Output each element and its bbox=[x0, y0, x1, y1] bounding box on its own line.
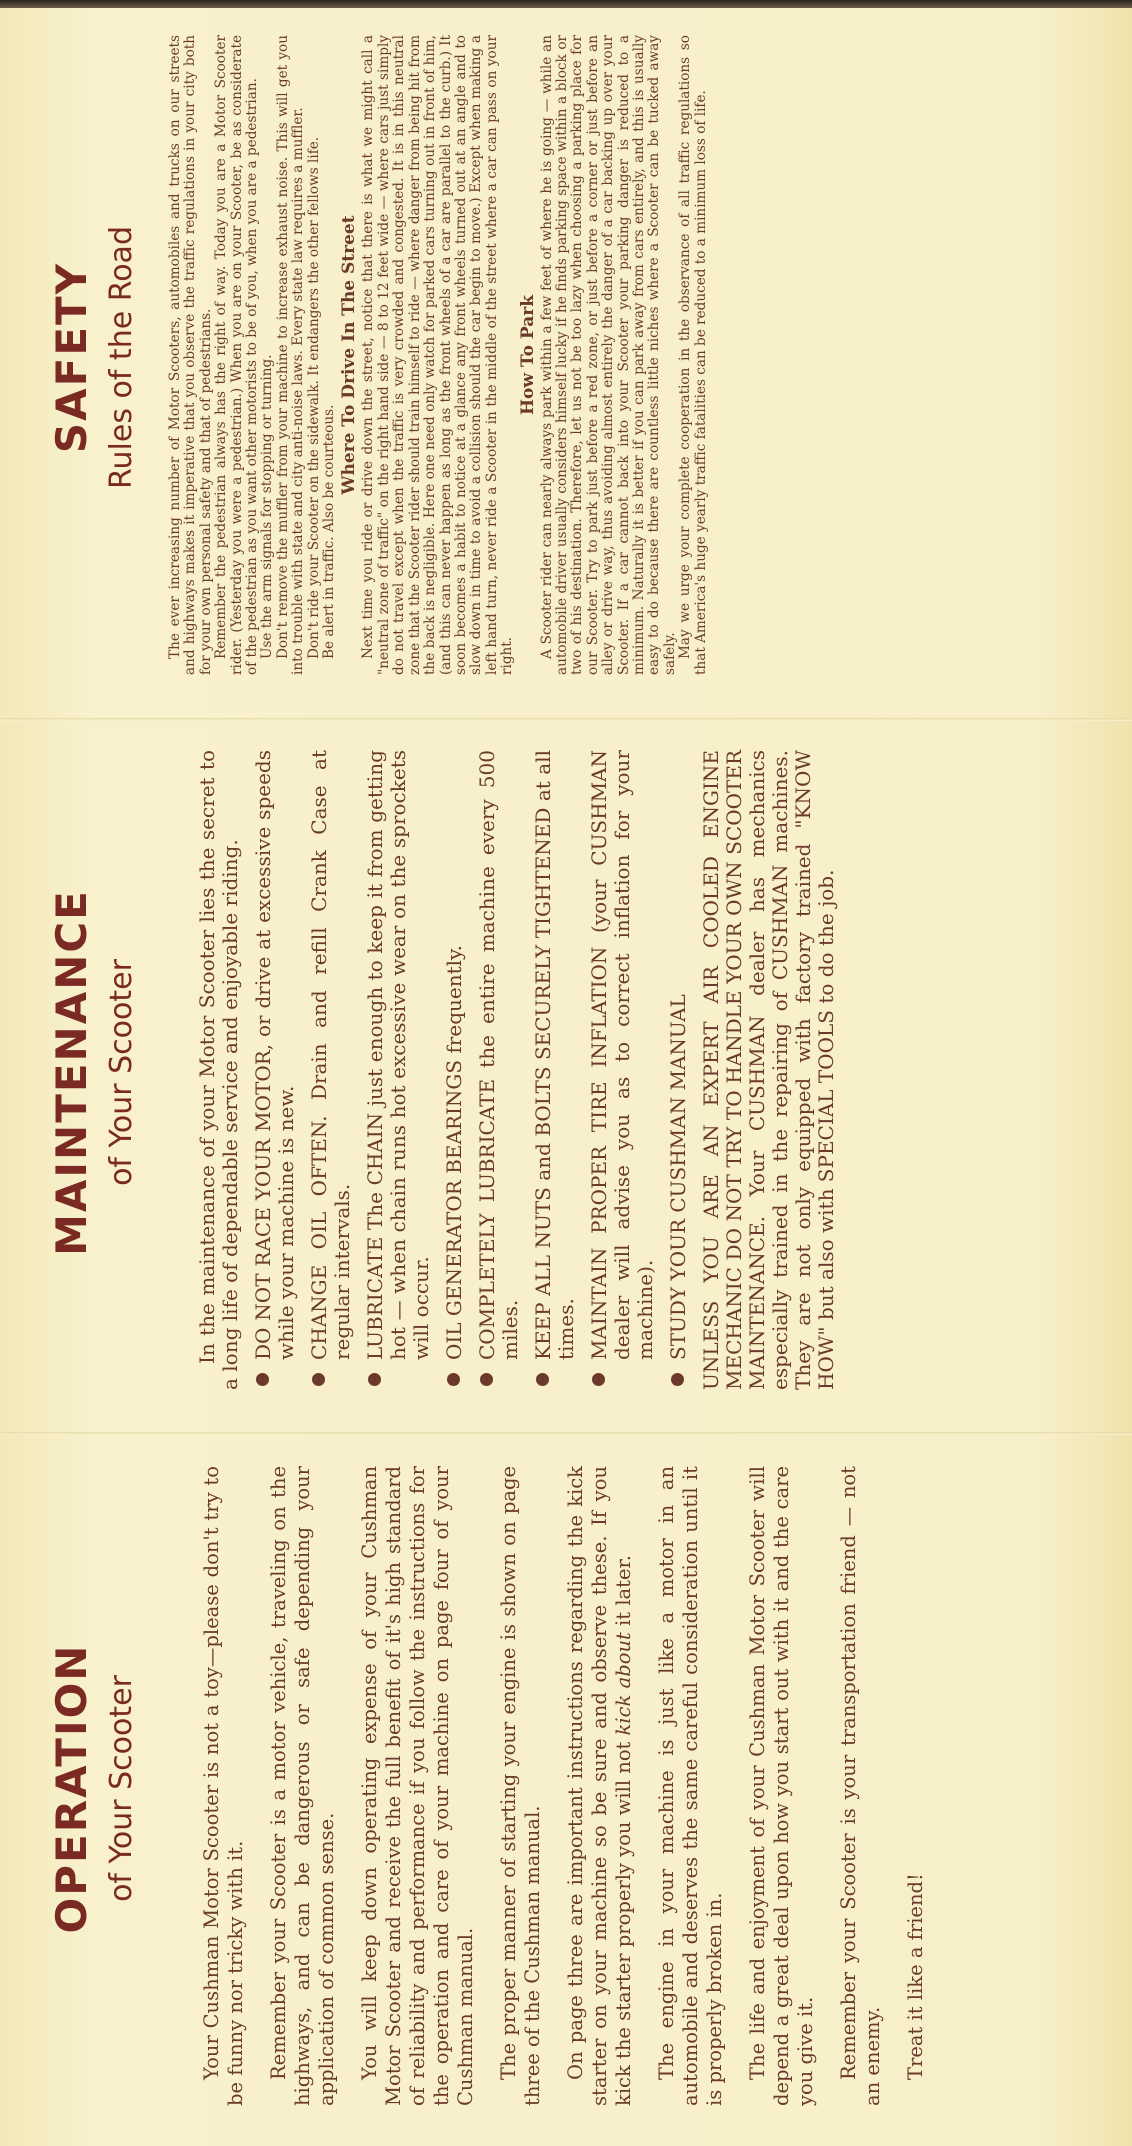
park-paragraph: May we urge your complete cooperation in the observance of all traffic regulations so that America's huge yearly traffic fatalities can be reduced to a minimum loss of life. bbox=[677, 35, 709, 675]
maintenance-title: MAINTENANCE bbox=[47, 889, 96, 1256]
safety-subtitle: Rules of the Road bbox=[104, 226, 139, 489]
operation-paragraph: The engine in your machine is just like a motor in an automobile and deserves the same careful consideration until it is properly broken in. bbox=[655, 1466, 726, 2106]
operation-paragraph: The proper manner of starting your engine is shown on page three of the Cushman manual. bbox=[497, 1466, 544, 2106]
list-item: STUDY YOUR CUSHMAN MANUAL bbox=[667, 750, 690, 1390]
operation-paragraph: You will keep down operating expense of your Cushman Motor Scooter and receive the full benefit of it's high standard of reliability and performance if you follow the instructions for the operation and care of your machine on page four of your Cushman manual. bbox=[358, 1466, 477, 2106]
maintenance-panel bbox=[0, 715, 1132, 1430]
safety-paragraph: The ever increasing number of Motor Scooters, automobiles and trucks on our streets and highways makes it imperative that you observe the traffic regulations in your city both for your own personal safety and that of pedestrians. bbox=[167, 35, 214, 675]
safety-paragraph: Don't remove the muffler from your machine to increase exhaust noise. This will get you into trouble with state and city anti-noise laws. Every state law requires a muffler. bbox=[274, 35, 307, 675]
operation-paragraph: Treat it like a friend! bbox=[904, 1873, 927, 2080]
list-item: COMPLETELY LUBRICATE the entire machine every 500 miles. bbox=[476, 750, 522, 1390]
operation-subtitle: of Your Scooter bbox=[104, 1675, 139, 1902]
bullet-icon bbox=[256, 1373, 269, 1386]
maintenance-body bbox=[196, 750, 838, 1390]
list-item: DO NOT RACE YOUR MOTOR, or drive at excessive speeds while your machine is new. bbox=[252, 750, 298, 1390]
park-heading: How To Park bbox=[517, 295, 538, 415]
list-item: LUBRICATE The CHAIN just enough to keep it from getting hot — when chain runs hot excessive wear on the sprockets will occur. bbox=[364, 750, 433, 1390]
maintenance-closing: UNLESS YOU ARE AN EXPERT AIR COOLED ENGINE MECHANIC DO NOT TRY TO HANDLE YOUR OWN SCOOTER MAINTENANCE. Your CUSHMAN dealer has mechanics especially trained in the repairing of CUSHMAN machines. They are not only equipped with factory trained "KNOW HOW" but also with SPECIAL TOOLS to do the job. bbox=[699, 750, 838, 1390]
operation-panel bbox=[0, 1431, 1132, 2146]
safety-panel bbox=[0, 0, 1132, 715]
list-item: OIL GENERATOR BEARINGS frequently. bbox=[443, 750, 466, 1390]
bullet-icon bbox=[447, 1373, 460, 1386]
bullet-icon bbox=[368, 1373, 381, 1386]
bullet-icon bbox=[312, 1373, 325, 1386]
bullet-icon bbox=[536, 1373, 549, 1386]
safety-body bbox=[168, 35, 709, 675]
safety-paragraph: Don't ride your Scooter on the sidewalk. It endangers the other fellows life. bbox=[305, 136, 322, 659]
operation-paragraph: Your Cushman Motor Scooter is not a toy—please don't try to be funny nor tricky with it. bbox=[200, 1466, 247, 2106]
list-item: MAINTAIN PROPER TIRE INFLATION (your CUSHMAN dealer will advise you as to correct inflation for your machine). bbox=[588, 750, 657, 1390]
list-item: KEEP ALL NUTS and BOLTS SECURELY TIGHTENED at all times. bbox=[532, 750, 578, 1390]
drive-heading: Where To Drive In The Street bbox=[339, 215, 360, 495]
maintenance-list bbox=[252, 750, 690, 1390]
safety-paragraph: Remember the pedestrian always has the right of way. Today you are a Motor Scooter rider. (Yesterday you were a pedestrian.) When you are on your Scooter, be as considerate of the pedestrian as you want other motorists to be of you, when you are a pedestrian. bbox=[213, 35, 261, 675]
safety-paragraph: Be alert in traffic. Also be courteous. bbox=[321, 404, 338, 659]
operation-paragraph: Remember your Scooter is a motor vehicle, traveling on the highways, and can be dangerous or safe depending your application of common sense. bbox=[267, 1466, 338, 2106]
safety-paragraph: Use the arm signals for stopping or turning. bbox=[259, 354, 276, 659]
bullet-icon bbox=[480, 1373, 493, 1386]
maintenance-subtitle: of Your Scooter bbox=[104, 959, 139, 1186]
bullet-icon bbox=[592, 1373, 605, 1386]
bullet-icon bbox=[671, 1373, 684, 1386]
operation-paragraph: The life and enjoyment of your Cushman Motor Scooter will depend a great deal upon how you start out with it and the care you give it. bbox=[746, 1466, 817, 2106]
drive-paragraph: Next time you ride or drive down the street, notice that there is what we might call a "neutral zone of traffic" on the right hand side — 8 to 12 feet wide — where cars just simply do not travel except when the traffic is very crowded and congested. It is in this neutral zone that the Scooter rider should train himself to ride — where danger from being hit from the back is negligible. Here one need only watch for parked cars turning out in front of him, (and this can never happen as long as the front wheels of a car are parallel to the curb.) It soon becomes a habit to notice at a glance any front wheels turned out at an angle and to slow down in time to avoid a collision should the car begin to move.) Except when making a left hand turn, never ride a Scooter in the middle of the street where a car can pass on your right. bbox=[360, 35, 516, 675]
operation-paragraph: Remember your Scooter is your transportation friend — not an enemy. bbox=[837, 1466, 884, 2106]
list-item: CHANGE OIL OFTEN. Drain and refill Crank Case at regular intervals. bbox=[308, 750, 354, 1390]
operation-title: OPERATION bbox=[47, 1643, 96, 1934]
operation-paragraph: On page three are important instructions regarding the kick starter on your machine so be sure and observe these. If you kick the starter properly you will not kick about it later. bbox=[564, 1466, 635, 2106]
operation-body bbox=[200, 1466, 947, 2106]
safety-title: SAFETY bbox=[47, 261, 96, 454]
maintenance-intro: In the maintenance of your Motor Scooter lies the secret to a long life of dependable service and enjoyable riding. bbox=[195, 750, 242, 1390]
park-paragraph: A Scooter rider can nearly always park within a few feet of where he is going — while an automobile driver usually considers himself lucky if he finds parking space within a block or two of his destination. Therefore, let us not be too lazy when choosing a parking place for our Scooter. Try to park just before a red zone, or just before a corner or just before an alley or drive way, thus avoiding almost entirely the danger of a car backing up over your Scooter. If a car cannot back into your Scooter your parking danger is reduced to a minimum. Naturally it is better if you can park away from cars entirely, and this is usually easy to do because there are countless little niches where a Scooter can be tucked away safely. bbox=[538, 35, 678, 675]
